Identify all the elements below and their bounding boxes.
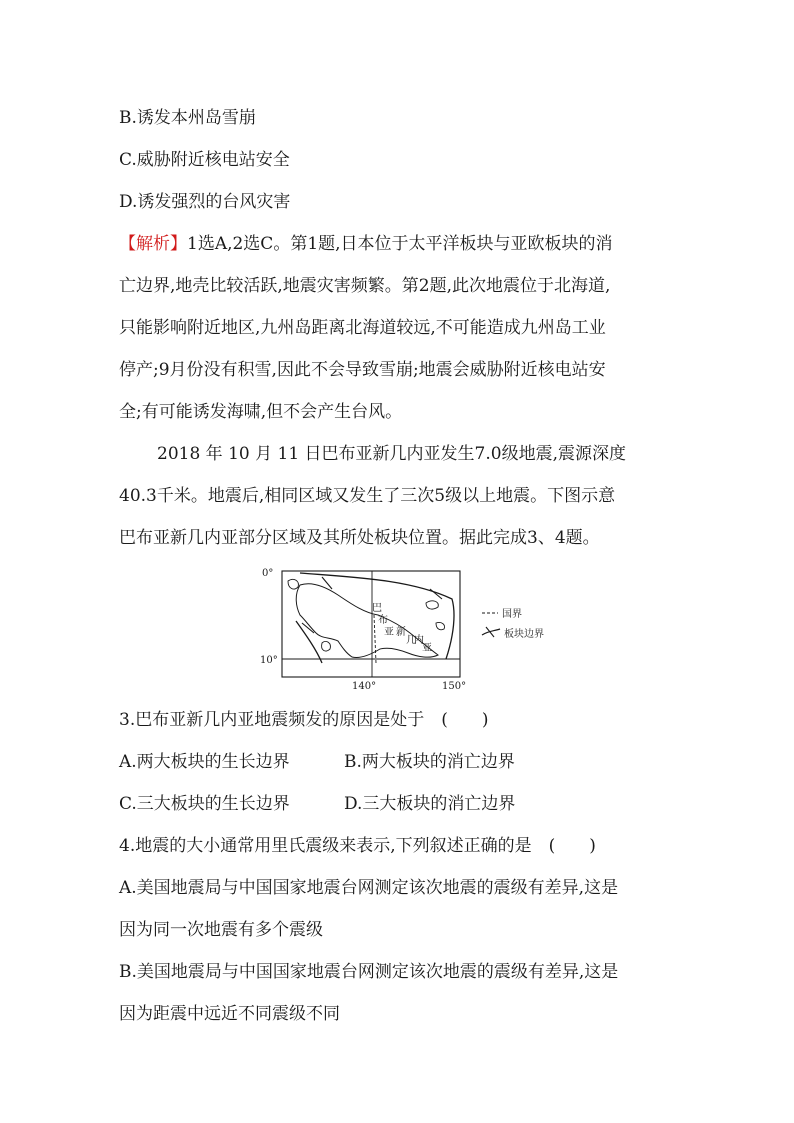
country-char-1: 巴 xyxy=(372,603,382,614)
passage-line-3: 巴布亚新几内亚部分区域及其所处板块位置。据此完成3、4题。 xyxy=(119,528,600,548)
q3-option-d: D.三大板块的消亡边界 xyxy=(344,794,516,814)
passage-line-2: 40.3千米。地震后,相同区域又发生了三次5级以上地震。下图示意 xyxy=(119,486,616,506)
country-char-7: 亚 xyxy=(422,643,432,654)
islet-4 xyxy=(436,622,445,629)
q3-stem: 3.巴布亚新几内亚地震频发的原因是处于 ( ) xyxy=(119,710,489,730)
analysis-line-5: 全;有可能诱发海啸,但不会产生台风。 xyxy=(119,402,403,422)
q4-option-b-line-1: B.美国地震局与中国国家地震台网测定该次地震的震级有差异,这是 xyxy=(119,962,619,982)
q4-option-a-line-1: A.美国地震局与中国国家地震台网测定该次地震的震级有差异,这是 xyxy=(119,878,619,898)
lat-label-bottom: 10° xyxy=(260,655,278,666)
png-map-figure xyxy=(260,563,560,693)
q3-option-c: C.三大板块的生长边界 xyxy=(119,794,290,814)
country-char-5: 几 xyxy=(406,635,416,646)
map-svg xyxy=(260,563,560,693)
lon-label-right: 150° xyxy=(442,681,467,692)
analysis-line-3: 只能影响附近地区,九州岛距离北海道较远,不可能造成九州岛工业 xyxy=(119,318,606,338)
q4-option-b-line-2: 因为距震中远近不同震级不同 xyxy=(119,1004,340,1024)
plate-boundary-west xyxy=(296,621,322,663)
option-b-prev: B.诱发本州岛雪崩 xyxy=(119,108,256,128)
q4-option-a-line-2: 因为同一次地震有多个震级 xyxy=(119,920,323,940)
option-d-prev: D.诱发强烈的台风灾害 xyxy=(119,192,291,212)
option-c-prev: C.威胁附近核电站安全 xyxy=(119,150,290,170)
legend-border-label: 国界 xyxy=(502,609,522,620)
national-border xyxy=(374,615,376,663)
q3-option-a: A.两大板块的生长边界 xyxy=(119,752,290,772)
country-char-2: 布 xyxy=(378,615,388,626)
islet-2 xyxy=(322,641,331,651)
q4-stem: 4.地震的大小通常用里氏震级来表示,下列叙述正确的是 ( ) xyxy=(119,836,596,856)
island-outline xyxy=(296,584,438,658)
legend-plate-label: 板块边界 xyxy=(504,629,544,640)
analysis-line-4: 停产;9月份没有积雪,因此不会导致雪崩;地震会威胁附近核电站安 xyxy=(119,360,606,380)
islet-3 xyxy=(426,601,438,609)
analysis-tag: 【解析】 xyxy=(119,234,187,254)
q3-option-b: B.两大板块的消亡边界 xyxy=(344,752,515,772)
islet-1 xyxy=(288,579,298,589)
country-char-4: 新 xyxy=(396,627,406,638)
map-frame xyxy=(282,571,460,677)
passage-line-1: 2018 年 10 月 11 日巴布亚新几内亚发生7.0级地震,震源深度 xyxy=(157,444,626,464)
lat-label-top: 0° xyxy=(262,568,274,579)
analysis-line-2: 亡边界,地壳比较活跃,地震灾害频繁。第2题,此次地震位于北海道, xyxy=(119,276,611,296)
country-char-3: 亚 xyxy=(384,627,394,638)
analysis-line-1 xyxy=(119,234,613,254)
country-char-6: 内 xyxy=(414,635,424,646)
analysis-text-1: 1选A,2选C。第1题,日本位于太平洋板块与亚欧板块的消 xyxy=(187,234,613,254)
lon-label-left: 140° xyxy=(352,681,377,692)
